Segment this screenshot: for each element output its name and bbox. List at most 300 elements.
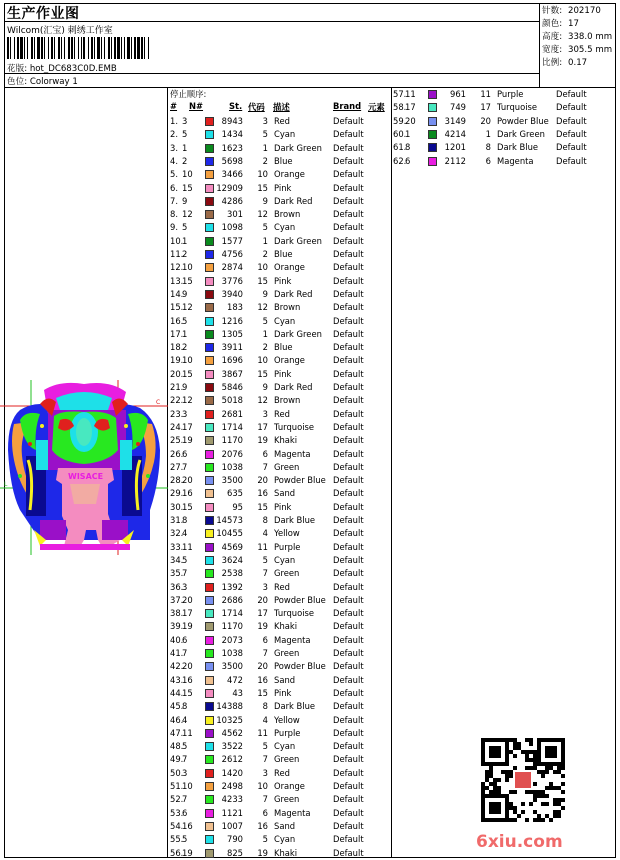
row-stitches: 635 bbox=[227, 488, 243, 499]
row-code: 7 bbox=[262, 461, 268, 472]
row-brand: Default bbox=[333, 820, 364, 831]
color-swatch bbox=[205, 370, 214, 379]
row-stop: 42. bbox=[170, 661, 184, 672]
color-swatch bbox=[205, 463, 214, 472]
row-stitches: 1577 bbox=[221, 235, 243, 246]
row-stitches: 2612 bbox=[221, 754, 243, 765]
row-description: Cyan bbox=[274, 554, 296, 565]
row-stitches: 4569 bbox=[221, 541, 243, 552]
row-description: Yellow bbox=[274, 714, 300, 725]
row-code: 19 bbox=[257, 435, 268, 446]
table-row bbox=[170, 421, 390, 434]
row-brand: Default bbox=[333, 794, 364, 805]
row-stitches: 1201 bbox=[444, 142, 466, 153]
table-row bbox=[170, 833, 390, 846]
col-header-brand: Brand bbox=[333, 101, 362, 111]
row-stop: 9. bbox=[170, 222, 178, 233]
row-stop: 55. bbox=[170, 834, 184, 845]
row-needle: 2 bbox=[182, 249, 188, 259]
row-description: Cyan bbox=[274, 129, 296, 140]
color-swatch bbox=[428, 143, 437, 152]
row-stitches: 4214 bbox=[444, 128, 466, 139]
row-brand: Default bbox=[333, 741, 364, 752]
row-stitches: 1098 bbox=[221, 222, 243, 233]
row-brand: Default bbox=[333, 195, 364, 206]
spec-label: 颜色: bbox=[542, 19, 563, 30]
row-code: 5 bbox=[262, 315, 268, 326]
row-stitches: 1696 bbox=[221, 355, 243, 366]
color-swatch bbox=[428, 157, 437, 166]
row-needle: 2 bbox=[182, 155, 188, 166]
spec-line bbox=[542, 57, 612, 70]
table-row bbox=[170, 288, 390, 301]
color-swatch bbox=[205, 410, 214, 419]
row-needle: 5 bbox=[182, 554, 188, 565]
row-brand: Default bbox=[333, 834, 364, 845]
row-code: 15 bbox=[257, 687, 268, 698]
row-brand: Default bbox=[556, 102, 587, 113]
row-stop: 38. bbox=[170, 608, 184, 619]
row-description: Green bbox=[274, 794, 300, 805]
row-stop: 49. bbox=[170, 754, 184, 765]
row-description: Red bbox=[274, 408, 290, 419]
row-description: Red bbox=[274, 767, 290, 778]
row-stop: 57. bbox=[393, 89, 407, 99]
row-stop: 11. bbox=[170, 249, 184, 259]
row-code: 17 bbox=[257, 608, 268, 619]
row-description: Red bbox=[274, 116, 290, 126]
table-row bbox=[170, 793, 390, 806]
watermark: 6xiu.com bbox=[476, 832, 563, 852]
row-description: Powder Blue bbox=[497, 115, 549, 126]
color-swatch bbox=[428, 103, 437, 112]
row-stitches: 5846 bbox=[221, 382, 243, 392]
row-needle: 3 bbox=[182, 116, 188, 126]
row-stitches: 4756 bbox=[221, 249, 243, 259]
row-needle: 9 bbox=[182, 288, 188, 299]
row-stitches: 2681 bbox=[221, 408, 243, 419]
table-row bbox=[170, 408, 390, 421]
table-row bbox=[170, 594, 390, 607]
row-code: 3 bbox=[262, 581, 268, 592]
row-brand: Default bbox=[333, 581, 364, 592]
table-row bbox=[170, 514, 390, 527]
row-stop: 16. bbox=[170, 315, 184, 326]
row-stop: 28. bbox=[170, 475, 184, 486]
row-stitches: 95 bbox=[232, 501, 243, 512]
row-description: Dark Blue bbox=[497, 142, 539, 153]
row-description: Dark Green bbox=[274, 328, 322, 339]
row-code: 20 bbox=[257, 661, 268, 672]
row-brand: Default bbox=[333, 142, 364, 153]
row-needle: 7 bbox=[182, 461, 188, 472]
row-stitches: 2498 bbox=[221, 781, 243, 791]
row-code: 20 bbox=[257, 475, 268, 486]
row-code: 16 bbox=[257, 820, 268, 831]
row-code: 11 bbox=[257, 541, 268, 552]
row-code: 17 bbox=[480, 102, 491, 113]
table-row bbox=[170, 620, 390, 633]
row-brand: Default bbox=[333, 288, 364, 299]
row-code: 1 bbox=[262, 142, 268, 153]
row-needle: 9 bbox=[182, 382, 188, 392]
row-stop: 6. bbox=[170, 182, 178, 193]
col-header-code: 代码 bbox=[248, 102, 265, 112]
row-stitches: 1420 bbox=[221, 767, 243, 778]
color-swatch bbox=[205, 569, 214, 578]
row-description: Cyan bbox=[274, 834, 296, 845]
row-stitches: 3500 bbox=[221, 661, 243, 672]
row-brand: Default bbox=[333, 342, 364, 353]
row-code: 6 bbox=[485, 155, 491, 166]
row-needle: 20 bbox=[182, 661, 193, 672]
row-description: Khaki bbox=[274, 847, 298, 858]
row-stop: 34. bbox=[170, 554, 184, 565]
row-stop: 33. bbox=[170, 541, 184, 552]
row-code: 10 bbox=[257, 169, 268, 180]
table-row bbox=[170, 155, 390, 168]
color-swatch bbox=[205, 795, 214, 804]
row-description: Blue bbox=[274, 249, 293, 259]
row-description: Green bbox=[274, 648, 300, 658]
row-description: Pink bbox=[274, 501, 292, 512]
row-stop: 50. bbox=[170, 767, 184, 778]
row-stop: 26. bbox=[170, 448, 184, 459]
color-swatch bbox=[205, 290, 214, 299]
row-description: Dark Green bbox=[497, 128, 545, 139]
row-needle: 20 bbox=[182, 594, 193, 605]
embroidery-design-image bbox=[0, 380, 168, 555]
row-brand: Default bbox=[333, 408, 364, 419]
color-swatch bbox=[205, 250, 214, 259]
row-brand: Default bbox=[556, 115, 587, 126]
spec-value: 0.17 bbox=[568, 58, 588, 69]
row-description: Pink bbox=[274, 687, 292, 698]
row-code: 16 bbox=[257, 674, 268, 685]
table-row bbox=[170, 554, 390, 567]
row-stop: 5. bbox=[170, 169, 178, 180]
row-brand: Default bbox=[333, 807, 364, 818]
svg-text:C: C bbox=[156, 399, 161, 406]
color-swatch bbox=[205, 343, 214, 352]
color-swatch bbox=[205, 277, 214, 286]
row-brand: Default bbox=[333, 554, 364, 565]
table-row bbox=[170, 368, 390, 381]
row-description: Dark Green bbox=[274, 142, 322, 153]
table-row bbox=[170, 634, 390, 647]
spec-label: 高度: bbox=[542, 32, 563, 43]
row-code: 5 bbox=[262, 834, 268, 845]
row-description: Powder Blue bbox=[274, 594, 326, 605]
row-description: Magenta bbox=[274, 448, 311, 459]
row-needle: 1 bbox=[182, 235, 188, 246]
row-needle: 10 bbox=[182, 781, 193, 791]
row-needle: 6 bbox=[182, 448, 188, 459]
row-stop: 47. bbox=[170, 727, 184, 738]
color-swatch bbox=[205, 423, 214, 432]
row-description: Blue bbox=[274, 155, 293, 166]
table-row bbox=[170, 607, 390, 620]
table-row bbox=[170, 115, 390, 128]
row-description: Pink bbox=[274, 182, 292, 193]
table-row bbox=[170, 301, 390, 314]
row-brand: Default bbox=[556, 89, 587, 99]
color-swatch bbox=[205, 716, 214, 725]
row-stitches: 1305 bbox=[221, 328, 243, 339]
row-stitches: 5018 bbox=[221, 395, 243, 406]
row-code: 4 bbox=[262, 528, 268, 539]
row-brand: Default bbox=[333, 701, 364, 712]
row-stitches: 2076 bbox=[221, 448, 243, 459]
row-brand: Default bbox=[333, 754, 364, 765]
row-code: 5 bbox=[262, 222, 268, 233]
row-needle: 15 bbox=[182, 501, 193, 512]
row-stop: 13. bbox=[170, 275, 184, 286]
row-brand: Default bbox=[333, 448, 364, 459]
row-code: 11 bbox=[257, 727, 268, 738]
spec-label: 针数: bbox=[542, 6, 563, 16]
row-code: 5 bbox=[262, 741, 268, 752]
row-stop: 23. bbox=[170, 408, 184, 419]
color-swatch bbox=[428, 117, 437, 126]
row-needle: 10 bbox=[182, 355, 193, 366]
row-code: 10 bbox=[257, 355, 268, 366]
color-swatch bbox=[428, 90, 437, 99]
table-row bbox=[170, 128, 390, 141]
row-needle: 20 bbox=[405, 115, 416, 126]
color-swatch bbox=[205, 237, 214, 246]
row-stop: 39. bbox=[170, 621, 184, 632]
row-code: 7 bbox=[262, 754, 268, 765]
row-stitches: 1714 bbox=[221, 608, 243, 619]
col-header-stop: # bbox=[170, 101, 178, 111]
design-file bbox=[7, 62, 117, 74]
row-stitches: 3149 bbox=[444, 115, 466, 126]
table-row bbox=[170, 487, 390, 500]
row-code: 7 bbox=[262, 794, 268, 805]
row-code: 2 bbox=[262, 342, 268, 353]
row-stitches: 749 bbox=[450, 102, 466, 113]
row-stop: 4. bbox=[170, 155, 178, 166]
row-stitches: 10325 bbox=[216, 714, 243, 725]
barcode bbox=[7, 37, 151, 59]
row-stop: 60. bbox=[393, 128, 407, 139]
row-stop: 27. bbox=[170, 461, 184, 472]
row-code: 8 bbox=[262, 515, 268, 525]
row-code: 6 bbox=[262, 634, 268, 645]
row-code: 8 bbox=[485, 142, 491, 153]
color-swatch bbox=[205, 263, 214, 272]
row-description: Magenta bbox=[497, 155, 534, 166]
row-stitches: 1216 bbox=[221, 315, 243, 326]
row-needle: 15 bbox=[182, 182, 193, 193]
color-swatch bbox=[205, 769, 214, 778]
row-code: 10 bbox=[257, 781, 268, 791]
table-row bbox=[170, 501, 390, 514]
row-brand: Default bbox=[333, 515, 364, 525]
row-description: Purple bbox=[274, 541, 301, 552]
row-stitches: 301 bbox=[227, 209, 243, 220]
row-needle: 15 bbox=[182, 687, 193, 698]
row-needle: 16 bbox=[182, 488, 193, 499]
qr-code bbox=[481, 738, 565, 824]
table-row bbox=[170, 235, 390, 248]
row-brand: Default bbox=[333, 714, 364, 725]
row-needle: 4 bbox=[182, 528, 188, 539]
specs-divider bbox=[539, 3, 540, 88]
row-stitches: 1170 bbox=[221, 621, 243, 632]
row-needle: 3 bbox=[182, 767, 188, 778]
row-stop: 62. bbox=[393, 155, 407, 166]
spec-line bbox=[542, 44, 612, 57]
row-description: Green bbox=[274, 754, 300, 765]
row-stop: 10. bbox=[170, 235, 184, 246]
row-code: 5 bbox=[262, 554, 268, 565]
row-description: Green bbox=[274, 568, 300, 579]
row-stop: 8. bbox=[170, 209, 178, 220]
row-code: 12 bbox=[257, 302, 268, 313]
row-code: 17 bbox=[257, 421, 268, 432]
row-brand: Default bbox=[333, 634, 364, 645]
row-stop: 7. bbox=[170, 195, 178, 206]
color-swatch bbox=[205, 809, 214, 818]
table-row bbox=[170, 780, 390, 793]
row-description: Cyan bbox=[274, 315, 296, 326]
table-row bbox=[170, 474, 390, 487]
table-row bbox=[170, 195, 390, 208]
row-brand: Default bbox=[333, 235, 364, 246]
row-brand: Default bbox=[333, 129, 364, 140]
stop-sequence-heading: 停止顺序: bbox=[170, 89, 207, 99]
color-swatch bbox=[205, 649, 214, 658]
row-needle: 7 bbox=[182, 754, 188, 765]
table-row bbox=[170, 208, 390, 221]
row-needle: 16 bbox=[182, 674, 193, 685]
row-brand: Default bbox=[333, 368, 364, 379]
row-needle: 8 bbox=[182, 515, 188, 525]
color-swatch bbox=[205, 609, 214, 618]
row-stitches: 1392 bbox=[221, 581, 243, 592]
col-header-stitches: St. bbox=[229, 101, 243, 111]
row-brand: Default bbox=[556, 142, 587, 153]
table-row bbox=[170, 541, 390, 554]
row-code: 3 bbox=[262, 408, 268, 419]
color-swatch bbox=[428, 130, 437, 139]
row-code: 15 bbox=[257, 275, 268, 286]
row-needle: 2 bbox=[182, 342, 188, 353]
row-stitches: 3624 bbox=[221, 554, 243, 565]
row-brand: Default bbox=[333, 687, 364, 698]
row-needle: 7 bbox=[182, 794, 188, 805]
color-swatch bbox=[205, 130, 214, 139]
row-needle: 19 bbox=[182, 435, 193, 446]
color-swatch bbox=[205, 516, 214, 525]
row-needle: 3 bbox=[182, 408, 188, 419]
row-needle: 6 bbox=[182, 634, 188, 645]
spec-label: 宽度: bbox=[542, 45, 563, 56]
spec-panel bbox=[542, 5, 612, 70]
spec-line bbox=[542, 5, 612, 18]
color-swatch bbox=[205, 702, 214, 711]
row-description: Brown bbox=[274, 209, 301, 220]
row-stop: 25. bbox=[170, 435, 184, 446]
row-needle: 12 bbox=[182, 302, 193, 313]
row-code: 8 bbox=[262, 701, 268, 712]
row-description: Pink bbox=[274, 368, 292, 379]
row-stitches: 2538 bbox=[221, 568, 243, 579]
row-brand: Default bbox=[333, 488, 364, 499]
table-row bbox=[170, 221, 390, 234]
row-stitches: 14573 bbox=[216, 515, 243, 525]
row-stitches: 3776 bbox=[221, 275, 243, 286]
colorway bbox=[7, 75, 78, 87]
row-stop: 17. bbox=[170, 328, 184, 339]
row-description: Brown bbox=[274, 395, 301, 406]
row-stop: 56. bbox=[170, 847, 184, 858]
row-brand: Default bbox=[333, 528, 364, 539]
row-stop: 61. bbox=[393, 142, 407, 153]
color-swatch bbox=[205, 689, 214, 698]
col-header-element: 元素 bbox=[368, 102, 385, 112]
row-stitches: 43 bbox=[232, 687, 243, 698]
row-code: 6 bbox=[262, 448, 268, 459]
row-brand: Default bbox=[333, 275, 364, 286]
row-stop: 12. bbox=[170, 262, 184, 273]
col-header-desc: 描述 bbox=[273, 102, 290, 112]
row-brand: Default bbox=[333, 395, 364, 406]
row-stop: 3. bbox=[170, 142, 178, 153]
row-stop: 45. bbox=[170, 701, 184, 712]
row-code: 15 bbox=[257, 368, 268, 379]
row-brand: Default bbox=[333, 568, 364, 579]
row-code: 1 bbox=[485, 128, 491, 139]
row-code: 3 bbox=[262, 767, 268, 778]
row-brand: Default bbox=[333, 608, 364, 619]
row-description: Khaki bbox=[274, 435, 298, 446]
row-stitches: 4562 bbox=[221, 727, 243, 738]
row-code: 9 bbox=[262, 288, 268, 299]
row-stitches: 2874 bbox=[221, 262, 243, 273]
row-description: Dark Red bbox=[274, 288, 313, 299]
row-brand: Default bbox=[333, 169, 364, 180]
table-row bbox=[170, 581, 390, 594]
row-code: 12 bbox=[257, 209, 268, 220]
row-stitches: 1007 bbox=[221, 820, 243, 831]
row-needle: 20 bbox=[182, 475, 193, 486]
row-stitches: 3911 bbox=[221, 342, 243, 353]
row-description: Dark Red bbox=[274, 382, 313, 392]
color-swatch bbox=[205, 144, 214, 153]
row-needle: 12 bbox=[182, 209, 193, 220]
color-swatch bbox=[205, 157, 214, 166]
table-row bbox=[170, 727, 390, 740]
row-stitches: 4286 bbox=[221, 195, 243, 206]
row-stitches: 1714 bbox=[221, 421, 243, 432]
spec-line bbox=[542, 31, 612, 44]
color-swatch bbox=[205, 330, 214, 339]
row-stop: 2. bbox=[170, 129, 178, 140]
row-code: 11 bbox=[480, 89, 491, 99]
row-brand: Default bbox=[333, 661, 364, 672]
table-row bbox=[170, 341, 390, 354]
row-needle: 7 bbox=[182, 648, 188, 658]
color-swatch bbox=[205, 622, 214, 631]
row-description: Green bbox=[274, 461, 300, 472]
color-swatch bbox=[205, 782, 214, 791]
row-code: 7 bbox=[262, 568, 268, 579]
colorway-value: Colorway 1 bbox=[29, 77, 78, 87]
table-row bbox=[170, 847, 390, 860]
